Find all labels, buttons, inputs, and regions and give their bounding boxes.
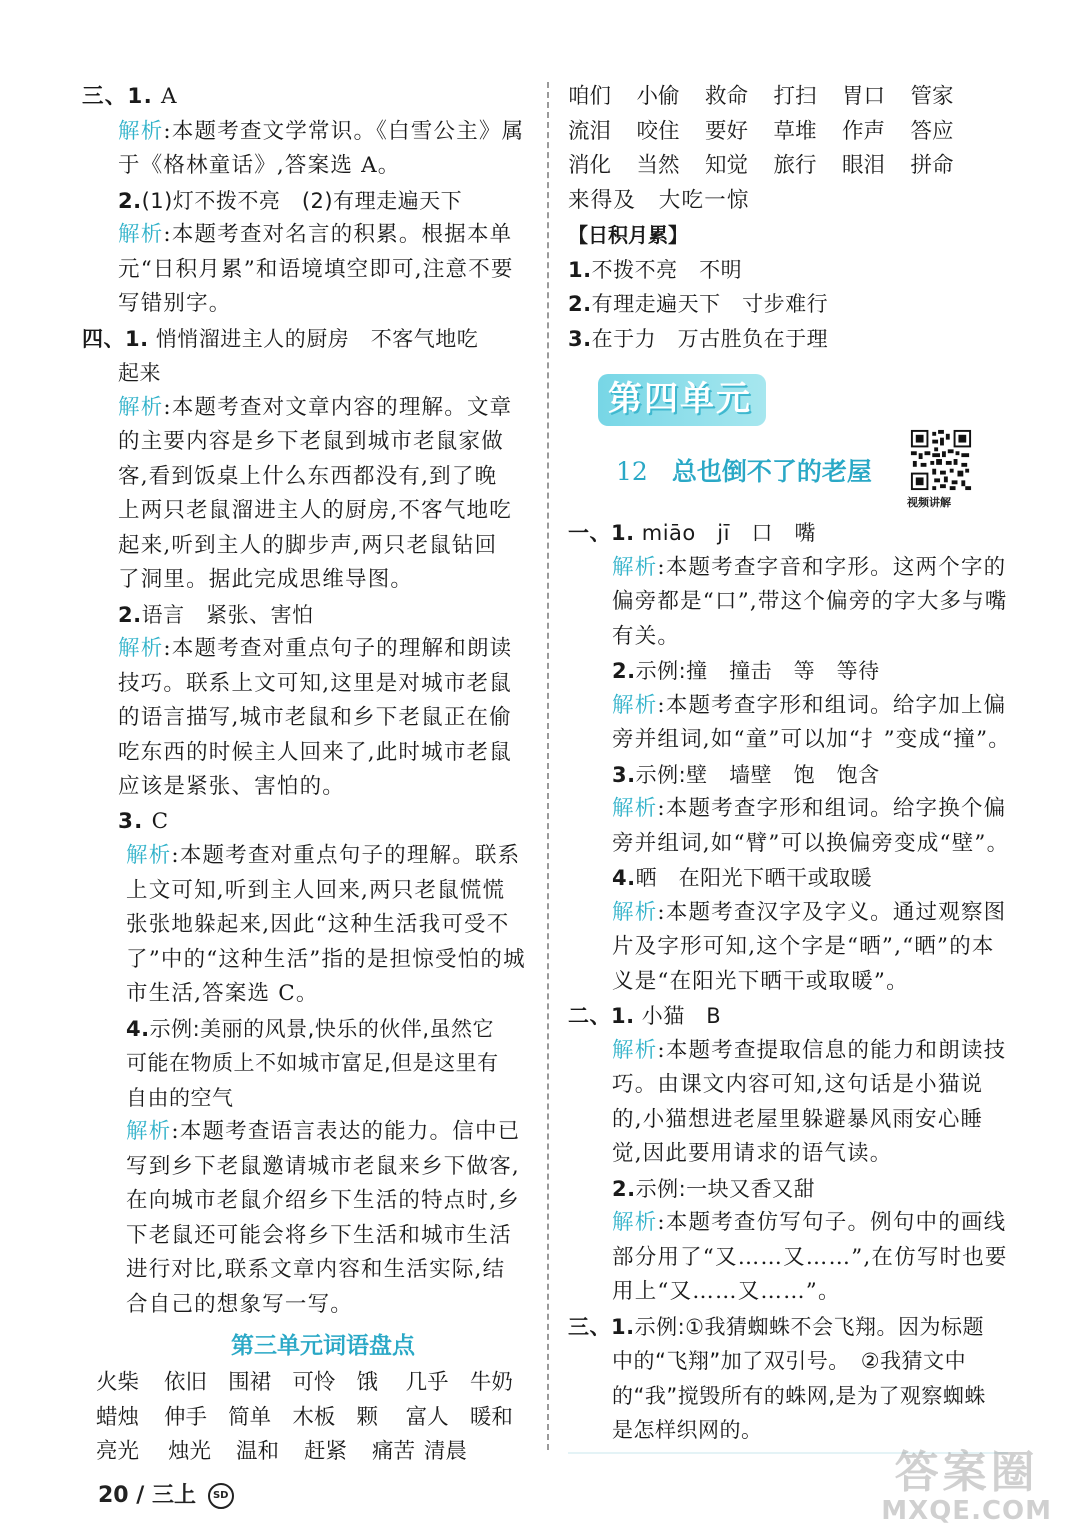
answer-line [82,1150,534,1185]
line-text: 示例:撞 撞击 等 等待 [635,659,880,683]
answer-line [82,529,534,564]
answer-line [568,1275,1008,1310]
analysis-tag: 解析 [612,554,658,580]
line-text: :本题考查对名言的积累。根据本单 [163,222,513,247]
question-number: 2. [612,1176,636,1201]
analysis-tag: 解析 [126,843,172,868]
vocab-word: 赶紧 [304,1439,348,1464]
answer-line [82,1288,534,1323]
vocab-title: 第三单元词语盘点 [231,1333,415,1359]
answer-line [568,723,1011,758]
answer-line [82,805,534,840]
answer-line [82,1219,534,1254]
answer-line [568,999,1008,1034]
column-divider [547,82,549,1450]
line-text: 在向城市老鼠介绍乡下生活的特点时,乡 [126,1188,520,1213]
line-text: 有理走遍天下 寸步难行 [591,292,829,316]
question-number: 1. [568,257,592,282]
analysis-line [568,896,1008,931]
line-text: 中的“飞翔”加了双引号。 ②我猜文中 [612,1349,967,1373]
analysis-line [568,551,1008,586]
line-text: 上文可知,听到主人回来,两只老鼠慌慌 [126,877,506,903]
vocab-word: 可怜 [292,1370,336,1395]
answer-line [82,1184,534,1219]
vocab-word: 流泪 [568,118,612,144]
answer-line [568,1103,1008,1138]
line-text: 示例:壁 墙壁 饱 饱含 [635,762,880,787]
riji-list [568,253,1008,357]
answer-line [82,1081,534,1116]
section-number: 四、 [82,326,125,351]
answer-line [568,620,1008,655]
vocab-word: 清晨 [424,1439,468,1464]
line-text: (1)灯不拨不亮 (2)有理走遍天下 [141,188,463,213]
analysis-tag: 解析 [126,1119,172,1144]
riji-item [568,253,1008,288]
line-text: 悄悄溜进主人的厨房 不客气地吃 [148,326,479,351]
answer-line [568,516,1008,551]
question-number: 4. [612,866,636,890]
line-text: 义是“在阳光下晒干或取暖”。 [612,968,909,994]
word-list-last: 来得及 大吃一惊 [568,187,750,213]
vocab-word: 木板 [292,1404,336,1430]
answer-line [568,965,1008,1000]
vocab-word: 当然 [636,153,680,178]
question-number: 2. [118,188,142,213]
line-text: 了洞里。据此完成思维导图。 [118,567,414,592]
analysis-line [568,689,1008,724]
vocab-word: 作声 [842,118,886,144]
lesson-title [616,452,872,488]
question-number: 1. [611,1004,635,1028]
vocab-word: 依旧 [163,1370,207,1395]
line-text: 写到乡下老鼠邀请城市老鼠来乡下做客, [126,1153,520,1179]
question-number: 2. [612,659,636,683]
answer-line [568,654,1008,689]
answer-line [568,1413,1008,1448]
line-text: 旁并组词,如“臂”可以换偏旁变成“壁”。 [612,830,1010,856]
vocab-word: 富人 [405,1404,449,1430]
line-text: 是怎样织网的。 [612,1418,763,1442]
line-text: 于《格林童话》,答案选 A。 [118,153,401,178]
analysis-line [82,1115,534,1150]
vocab-word: 颗 [356,1404,379,1430]
question-number: 3. [612,762,636,787]
answer-line [82,253,534,288]
vocab-word: 小偷 [636,84,680,109]
answer-line [82,874,534,909]
answer-line [568,1172,1008,1207]
line-text: 片及字形可知,这个字是“晒”,“晒”的本 [612,934,995,959]
analysis-tag: 解析 [118,118,164,144]
lesson-header [568,426,1008,516]
analysis-line [82,391,534,426]
line-text: 示例:一块又香又甜 [635,1176,816,1201]
vocab-word: 知觉 [705,153,749,178]
word-list [568,80,1008,184]
answer-line [82,425,534,460]
line-text: :本题考查语言表达的能力。信中已 [171,1119,521,1144]
vocab-word: 牛奶 [469,1370,513,1395]
answer-line [568,758,1008,793]
line-text: :本题考查对重点句子的理解和朗读 [163,636,513,661]
vocab-word: 眼泪 [842,153,886,178]
vocab-word: 咬住 [636,118,680,144]
line-text: 偏旁都是“口”,带这个偏旁的字大多与嘴 [612,589,1008,614]
answer-line [568,1241,1008,1276]
watermark-logo: 答案圈 [894,1447,1039,1498]
vocab-word: 火柴 [96,1370,140,1395]
vocab-row [96,1366,534,1401]
left-answer-lines [82,80,534,1322]
vocab-word: 亮光 [96,1439,140,1464]
question-number: 4. [126,1016,150,1041]
answer-line [82,356,534,391]
vocab-word: 管家 [910,84,954,109]
answer-line [568,1379,1008,1414]
vocab-word: 温和 [236,1439,280,1464]
answer-line [82,1012,534,1047]
section-number: 二、 [568,1004,611,1028]
line-text: :本题考查字音和字形。这两个字的 [657,554,1007,580]
answer-line [82,80,534,115]
line-text: 晒 在阳光下晒干或取暖 [635,866,873,890]
qr-label: 视频讲解 [907,496,951,509]
line-text: 自由的空气 [126,1085,234,1110]
analysis-line [568,1034,1008,1069]
analysis-tag: 解析 [612,1210,658,1235]
answer-line [568,1310,1008,1345]
footer-separator: / [136,1483,145,1508]
question-number: 2. [568,292,592,316]
line-text: 张张地躲起来,因此“这种生活我可受不 [126,912,510,937]
riji-item [568,287,1008,322]
line-text: 的主要内容是乡下老鼠到城市老鼠家做 [118,429,504,454]
line-text: 部分用了“又……又……”,在仿写时也要 [612,1244,1008,1270]
answer-line [82,494,534,529]
line-text: 应该是紧张、害怕的。 [118,774,346,799]
line-text: 可能在物质上不如城市富足,但是这里有 [126,1051,499,1075]
watermark-url: MXQE.COM [881,1496,1052,1526]
analysis-line [568,1206,1008,1241]
answer-line [568,1137,1008,1172]
vocab-table [82,1366,534,1470]
answer-line [568,930,1008,965]
line-text: 上两只老鼠溜进主人的厨房,不客气地吃 [118,498,512,523]
vocab-word: 简单 [228,1404,272,1430]
vocab-word: 胃口 [842,84,886,109]
line-text: :本题考查字形和组词。给字加上偏 [657,692,1007,718]
vocab-word: 几乎 [405,1370,449,1395]
lesson-number: 12 [616,457,648,486]
line-text: 起来,听到主人的脚步声,两只老鼠钻回 [118,532,498,558]
vocab-word: 暖和 [469,1404,513,1430]
line-text: 写错别字。 [118,291,232,316]
question-number: 1. [125,326,149,351]
question-number: 1. [611,1314,635,1339]
line-text: :本题考查对文章内容的理解。文章 [163,394,513,420]
vocab-word: 旅行 [773,153,817,178]
analysis-tag: 解析 [612,692,658,718]
vocab-word: 消化 [568,153,612,178]
answer-line [568,1344,1008,1379]
analysis-line [82,839,534,874]
vocab-word: 蜡烛 [96,1404,140,1430]
line-text: 小猫 B [634,1004,722,1028]
answer-line [82,184,534,219]
analysis-line [82,218,534,253]
vocab-word: 拼命 [910,153,954,178]
line-text: 示例:美丽的风景,快乐的伙伴,虽然它 [149,1016,495,1041]
question-number: 1. [127,84,153,109]
vocab-word: 答应 [910,118,954,144]
vocab-word: 烛光 [168,1439,212,1464]
answer-line [82,667,534,702]
page-number: 20 [98,1483,129,1508]
line-text: 有关。 [612,623,681,649]
line-text: :本题考查汉字及字义。通过观察图 [657,899,1007,925]
section-number: 一、 [568,521,611,545]
answer-line [82,1046,534,1081]
line-text: 元“日积月累”和语境填空即可,注意不要 [118,256,514,282]
vocab-word: 草堆 [773,118,817,144]
line-text: 旁并组词,如“童”可以加“扌”变成“撞”。 [612,727,1011,752]
answer-line [82,563,534,598]
section-number: 三、 [568,1314,611,1339]
question-number: 2. [118,602,142,627]
line-text: 的语言描写,城市老鼠和乡下老鼠正在偷 [118,705,512,730]
vocab-word: 痛苦 [372,1439,416,1464]
question-number: 1. [611,521,635,545]
grade-label: 三上 [152,1483,197,1508]
lesson-name: 总也倒不了的老屋 [671,457,872,486]
answer-line [82,943,534,978]
vocab-word: 饿 [356,1370,379,1395]
line-text: :本题考查仿写句子。例句中的画线 [657,1210,1007,1235]
analysis-tag: 解析 [612,1037,658,1063]
line-text: 进行对比,联系文章内容和生活实际,结 [126,1257,506,1282]
analysis-tag: 解析 [118,222,164,247]
analysis-tag: 解析 [612,899,658,925]
vocab-word: 要好 [705,118,749,144]
analysis-line [82,632,534,667]
qr-code-icon[interactable] [908,428,974,492]
answer-line [82,908,534,943]
vocab-row [96,1401,534,1436]
line-text: 了”中的“这种生活”指的是担惊受怕的城 [126,946,526,972]
analysis-tag: 解析 [118,394,164,420]
line-text: 吃东西的时候主人回来了,此时城市老鼠 [118,739,512,765]
vocab-word: 伸手 [163,1404,207,1430]
line-text: 客,看到饭桌上什么东西都没有,到了晚 [118,463,498,489]
answer-line [82,977,534,1012]
answer-line [82,598,534,633]
riji-title: 【日积月累】 [568,223,688,247]
line-text: 巧。由课文内容可知,这句话是小猫说 [612,1072,984,1097]
line-text: :本题考查字形和组词。给字换个偏 [657,796,1007,821]
line-text: 的,小猫想进老屋里躲避暴风雨安心睡 [612,1106,984,1132]
edition-badge: SD [208,1483,234,1509]
vocab-word: 救命 [705,84,749,109]
question-number: 3. [568,326,592,351]
line-text: 技巧。联系上文可知,这里是对城市老鼠 [118,670,512,696]
analysis-tag: 解析 [612,796,658,821]
analysis-line [568,792,1008,827]
line-text: 语言 紧张、害怕 [141,602,314,627]
line-text: A [152,84,178,109]
answer-line [82,701,534,736]
line-text: 示例:①我猜蜘蛛不会飞翔。因为标题 [634,1314,984,1339]
line-text: 在于力 万古胜负在于理 [591,326,829,351]
vocab-word: 围裙 [228,1370,272,1395]
line-text: 不拨不亮 不明 [591,257,743,282]
vocab-row [96,1435,534,1470]
line-text: miāo jī 口 嘴 [634,521,816,545]
line-text: 下老鼠还可能会将乡下生活和城市生活 [126,1222,512,1248]
answer-line [568,585,1008,620]
line-text: 觉,因此要用请求的语气读。 [612,1141,893,1166]
answer-line [568,1068,1008,1103]
answer-line [82,322,534,357]
left-column [82,80,534,1470]
riji-item [568,322,1008,357]
answer-line [568,827,1008,862]
line-text: 市生活,答案选 C。 [126,981,319,1006]
answer-line [82,1253,534,1288]
analysis-line [82,115,534,150]
answer-line [568,861,1008,896]
question-number: 3. [118,808,144,834]
section-number: 三、 [82,84,128,109]
answer-line [82,149,534,184]
line-text: 的“我”搅毁所有的蛛网,是为了观察蜘蛛 [612,1383,986,1408]
answer-line [82,736,534,771]
right-answer-lines [568,516,1011,1448]
line-text: :本题考查对重点句子的理解。联系 [171,843,521,868]
unit-banner: 第四单元 [598,374,766,426]
vocab-word: 打扫 [773,84,817,109]
line-text: 用上“又……又……”。 [612,1279,841,1304]
answer-line [82,287,534,322]
line-text: 起来 [118,361,161,385]
watermark [881,1447,1052,1526]
page-footer [98,1478,234,1509]
line-text: 合自己的想象写一写。 [126,1291,354,1317]
line-text: C [143,808,170,834]
analysis-tag: 解析 [118,636,164,661]
vocab-word: 咱们 [568,84,612,109]
line-text: :本题考查文学常识。《白雪公主》属 [163,118,525,144]
line-text: :本题考查提取信息的能力和朗读技 [657,1037,1007,1063]
answer-line [82,460,534,495]
answer-line [82,770,534,805]
right-column [568,80,1011,1448]
